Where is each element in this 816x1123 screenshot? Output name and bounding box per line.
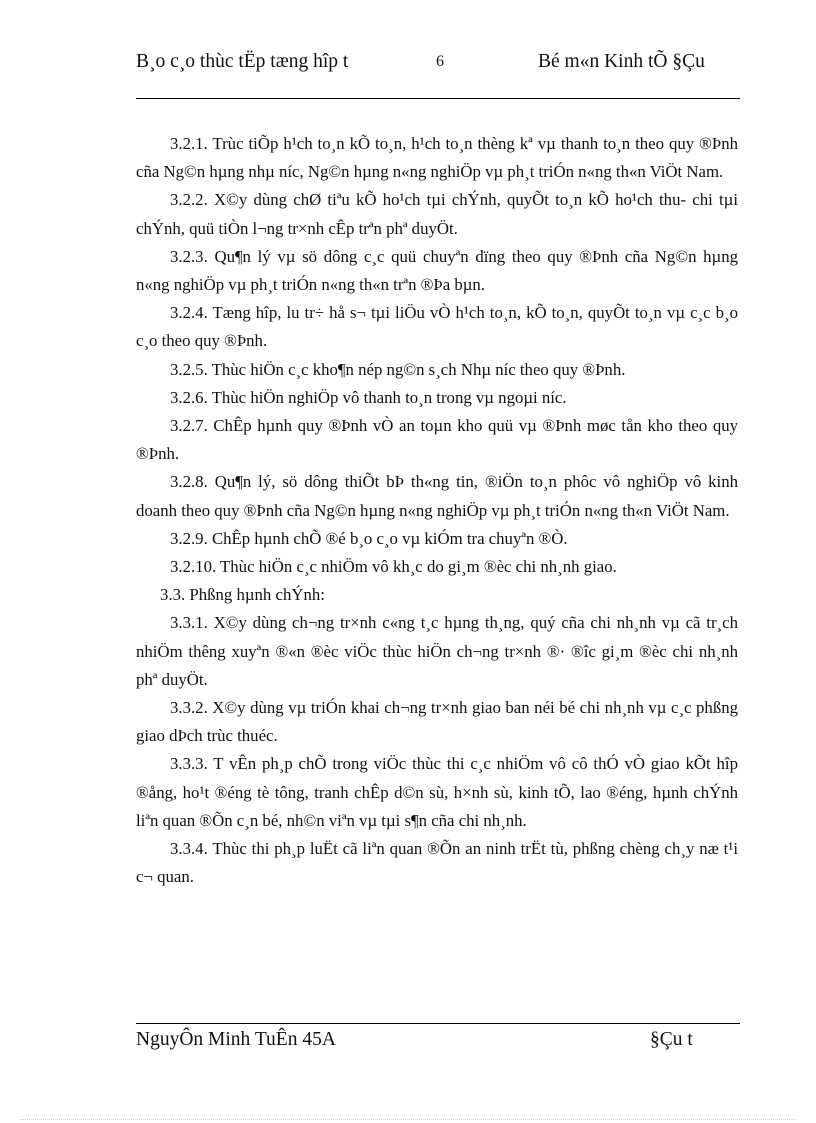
header-department: Bé m«n Kinh tÕ §Çu — [538, 51, 705, 72]
page-header — [136, 46, 740, 99]
paragraph: 3.2.9. ChÊp hµnh chÕ ®é b¸o c¸o vµ kiÓm tra chuyªn ®Ò. — [170, 528, 568, 548]
section-heading: 3.3. Phßng hµnh chÝnh: — [160, 585, 325, 605]
document-body — [136, 130, 738, 891]
paragraph: 3.2.7. ChÊp hµnh quy ®Þnh vÒ an toµn kho quü vµ ®Þnh møc tån kho theo quy ®Þnh. — [136, 416, 738, 464]
paragraph: 3.2.8. Qu¶n lý, sö dông thiÕt bÞ th«ng tin, ®iÖn to¸n phôc vô nghiÖp vô kinh doanh theo quy ®Þnh cña Ng©n hµng n«ng nghiÖp vµ ph¸t triÓn n«ng th«n ViÖt Nam. — [136, 472, 738, 520]
page-edge-divider — [20, 1119, 796, 1120]
header-report-title: B¸o c¸o thùc tËp tæng hîp t — [136, 51, 349, 72]
paragraph: 3.2.2. X©y dùng chØ tiªu kÕ ho¹ch tµi chÝnh, quyÕt to¸n kÕ ho¹ch thu- chi tµi chÝnh, quü tiÒn l¬ng tr×nh cÊp trªn phª duyÖt. — [136, 190, 738, 238]
footer-department: §Çu t — [650, 1029, 693, 1050]
paragraph: 3.2.1. Trùc tiÕp h¹ch to¸n kÕ to¸n, h¹ch to¸n thèng kª vµ thanh to¸n theo quy ®Þnh cña Ng©n hµng nhµ níc, Ng©n hµng n«ng nghiÖp vµ ph¸t triÓn n«ng th«n ViÖt Nam. — [136, 134, 738, 182]
paragraph: 3.3.4. Thùc thi ph¸p luËt cã liªn quan ®Õn an ninh trËt tù, phßng chèng ch¸y næ t¹i c¬ quan. — [136, 839, 738, 887]
paragraph: 3.2.6. Thùc hiÖn nghiÖp vô thanh to¸n trong vµ ngoµi níc. — [170, 387, 567, 407]
paragraph: 3.2.3. Qu¶n lý vµ sö dông c¸c quü chuyªn dïng theo quy ®Þnh cña Ng©n hµng n«ng nghiÖp vµ ph¸t triÓn n«ng th«n trªn ®Þa bµn. — [136, 246, 738, 295]
footer-author: NguyÔn Minh TuÊn 45A — [136, 1029, 336, 1050]
paragraph: 3.3.2. X©y dùng vµ triÓn khai ch¬ng tr×nh giao ban néi bé chi nh¸nh vµ c¸c phßng giao dÞch trùc thuéc. — [136, 698, 738, 746]
page-footer — [136, 1023, 740, 1050]
paragraph: 3.2.5. Thùc hiÖn c¸c kho¶n nép ng©n s¸ch Nhµ níc theo quy ®Þnh. — [170, 359, 626, 379]
page-number: 6 — [436, 53, 444, 70]
paragraph: 3.3.1. X©y dùng ch¬ng tr×nh c«ng t¸c hµng th¸ng, quý cña chi nh¸nh vµ cã tr¸ch nhiÖm thêng xuyªn ®«n ®èc viÖc thùc hiÖn ch¬ng tr×nh ®· ®îc gi¸m ®èc chi nh¸nh phª duyÖt. — [136, 613, 738, 689]
paragraph: 3.2.10. Thùc hiÖn c¸c nhiÖm vô kh¸c do gi¸m ®èc chi nh¸nh giao. — [170, 557, 617, 577]
paragraph: 3.2.4. Tæng hîp, lu tr÷ hå s¬ tµi liÖu vÒ h¹ch to¸n, kÕ to¸n, quyÕt to¸n vµ c¸c b¸o c¸o theo quy ®Þnh. — [136, 303, 738, 351]
paragraph: 3.3.3. T vÊn ph¸p chÕ trong viÖc thùc thi c¸c nhiÖm vô cô thÓ vÒ giao kÕt hîp ®ång, ho¹t ®éng tè tông, tranh chÊp d©n sù, h×nh sù, kinh tÕ, lao ®éng, hµnh chÝnh liªn quan ®Õn c¸n bé, nh©n viªn vµ tµi s¶n cña chi nh¸nh. — [136, 754, 738, 830]
